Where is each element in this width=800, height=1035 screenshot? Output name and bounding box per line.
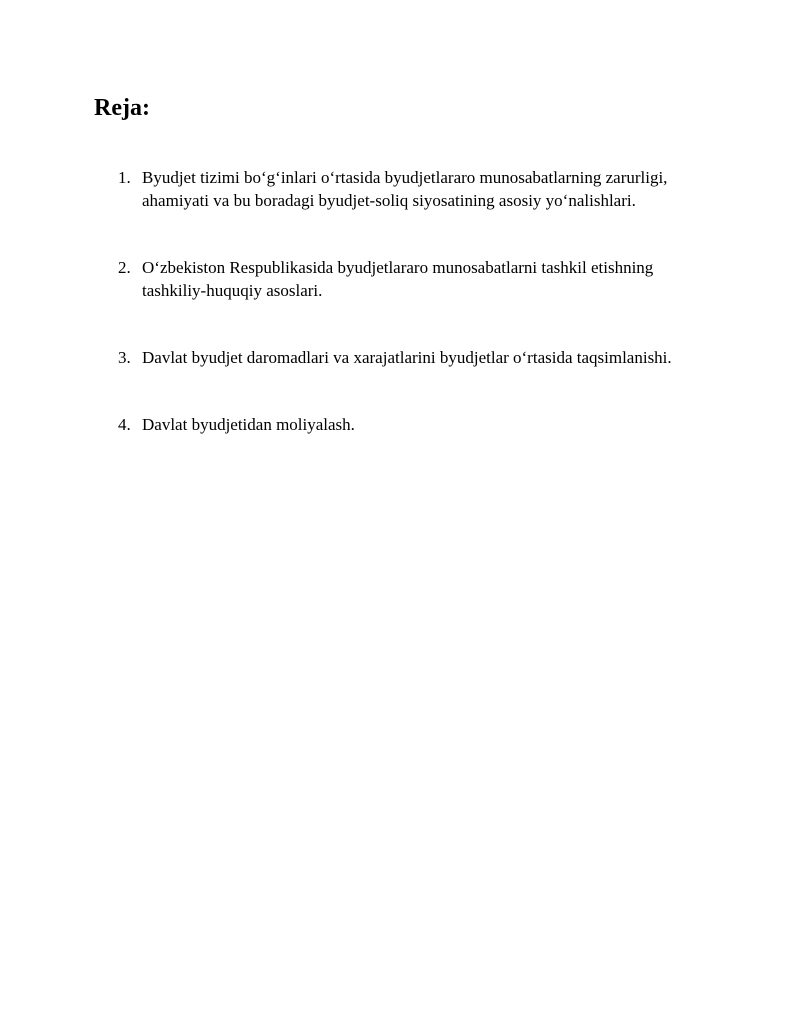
list-item-number: 1. — [118, 168, 131, 187]
list-item-number: 2. — [118, 258, 131, 277]
list-item — [0, 413, 800, 436]
list-item-text: Davlat byudjet daromadlari va xarajatlarini byudjetlar o‘rtasida taqsimlanishi. — [142, 348, 672, 367]
list-item — [0, 256, 800, 302]
list-item-text: O‘zbekiston Respublikasida byudjetlararo munosabatlarni tashkil etishning tashkiliy-huquqiy asoslari. — [142, 258, 654, 300]
list-item-number: 4. — [118, 415, 131, 434]
list-item — [0, 346, 800, 369]
page-title: Reja: — [94, 95, 150, 121]
list-item-text: Byudjet tizimi bo‘g‘inlari o‘rtasida byudjetlararo munosabatlarning zarurligi, ahamiyati va bu boradagi byudjet-soliq siyosatining asosiy yo‘nalishlari. — [142, 168, 668, 210]
list-item-number: 3. — [118, 348, 131, 367]
list-item — [0, 166, 800, 212]
plan-list — [0, 166, 800, 480]
list-item-text: Davlat byudjetidan moliyalash. — [142, 415, 355, 434]
